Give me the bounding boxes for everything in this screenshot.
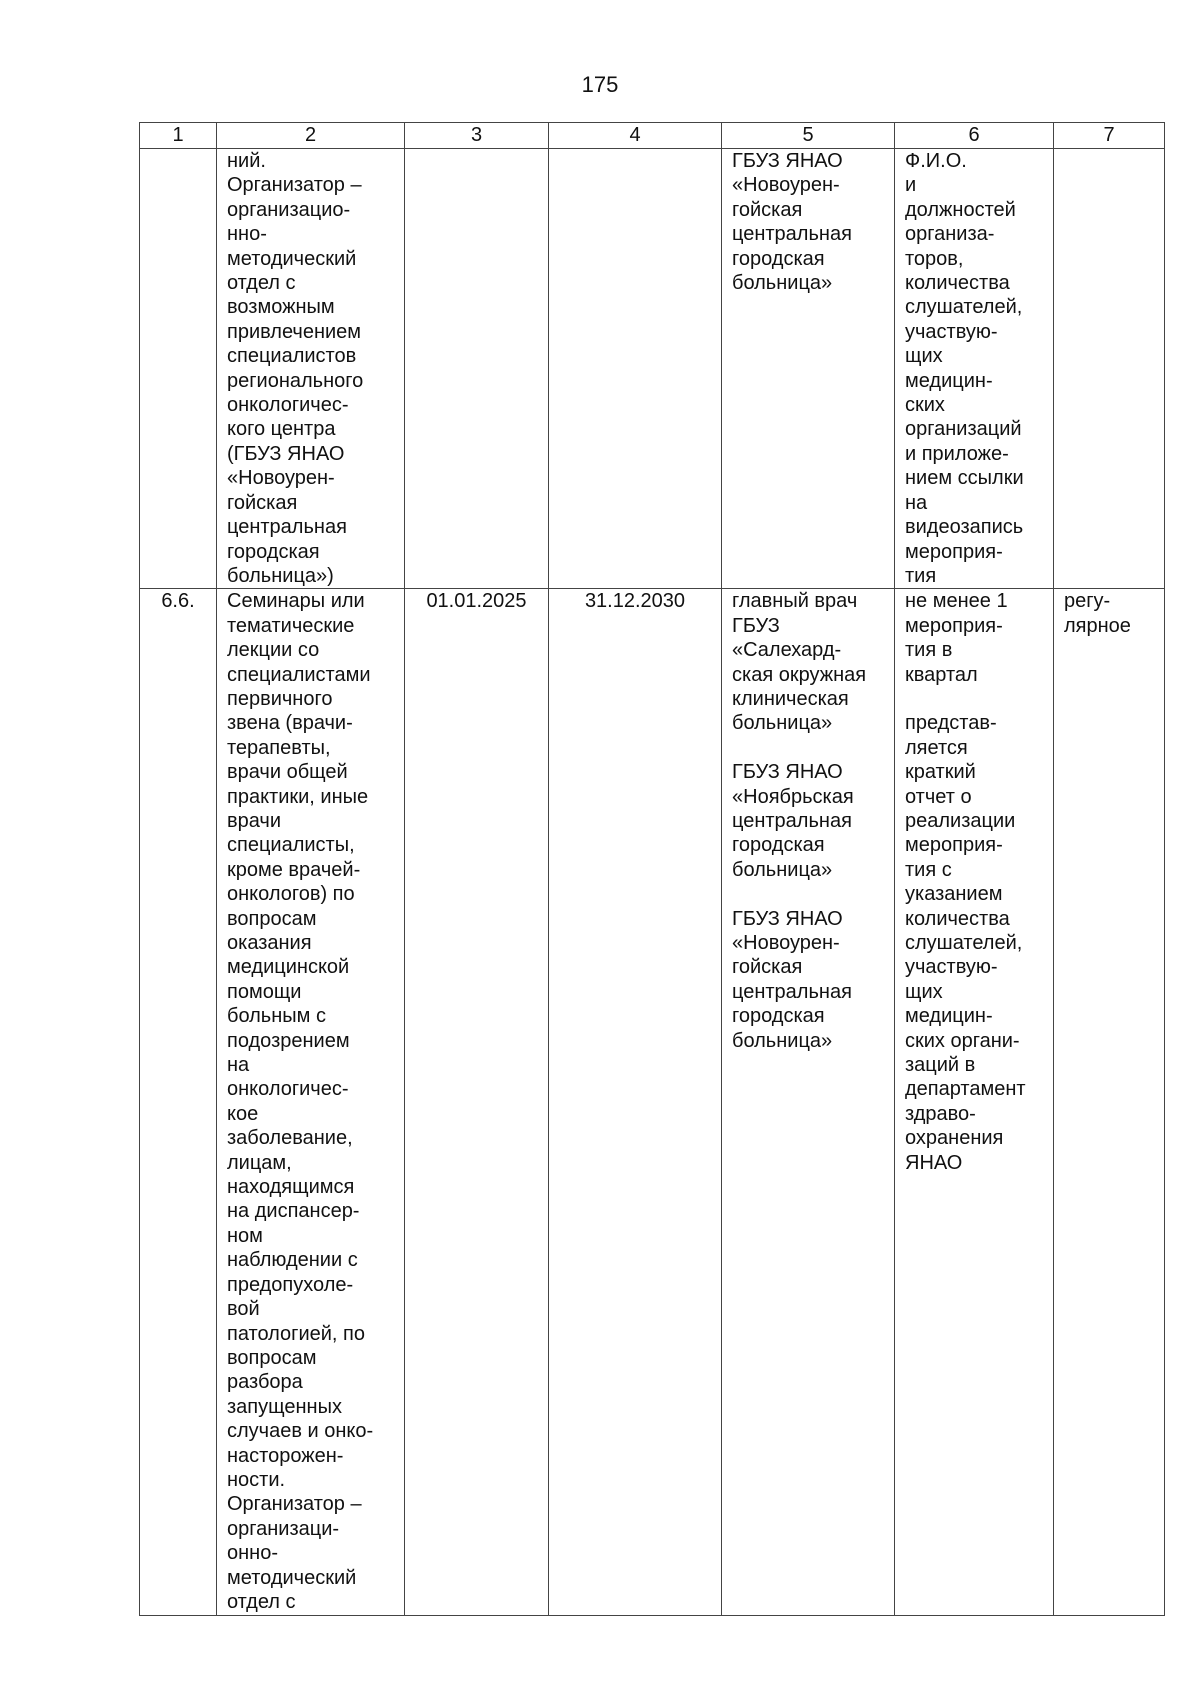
start-date-cell (405, 149, 549, 589)
table-header-row (140, 123, 1165, 149)
responsible-cell (722, 589, 895, 1616)
event-text: Семинары или тематические лекции со специалистами первичного звена (врачи- терапевты, врачи общей практики, иные врачи специалисты, кроме врачей- онкологов) по вопросам оказания медицинской помощи больным с подозрением на онкологичес- кое заболевание, лицам, находящимся на диспансер- ном наблюдении с предопухоле- вой патологией, по вопросам разбора запущенных случаев и онко- насторожен- ности. Организатор – организаци- онно- методический отдел с (227, 590, 374, 1613)
responsible-cell (722, 149, 895, 589)
event-cell (217, 149, 405, 589)
page-number: 175 (581, 72, 619, 97)
end-date-cell (549, 589, 722, 1616)
result-text: Ф.И.О. и должностей организа- торов, количества слушателей, участвую- щих медицин- ских организаций и приложе- нием ссылки на видеозапись мероприя- тия (905, 150, 1024, 587)
type-cell (1054, 149, 1165, 589)
row-number-cell (140, 589, 217, 1616)
column-header: 1 (140, 123, 217, 149)
column-header: 5 (722, 123, 895, 149)
plan-table (139, 122, 1165, 1616)
event-cell (217, 589, 405, 1616)
column-header: 3 (405, 123, 549, 149)
table-row (140, 149, 1165, 589)
responsible-text: ГБУЗ ЯНАО «Новоурен- гойская центральная городская больница» (732, 150, 852, 295)
result-cell (895, 149, 1054, 589)
column-header: 2 (217, 123, 405, 149)
row-number: 6.6. (161, 590, 195, 613)
end-date-cell (549, 149, 722, 589)
type-text: регу- лярное (1064, 590, 1131, 637)
column-header: 7 (1054, 123, 1165, 149)
table-row (140, 589, 1165, 1616)
column-header: 6 (895, 123, 1054, 149)
event-text: ний. Организатор – организацио- нно- методический отдел с возможным привлечением специалистов регионального онкологичес- кого центра (ГБУЗ ЯНАО «Новоурен- гойская центральная городская больница») (227, 150, 364, 587)
row-number-cell (140, 149, 217, 589)
type-cell (1054, 589, 1165, 1616)
responsible-text: главный врач ГБУЗ «Салехард- ская окружная клиническая больница» ГБУЗ ЯНАО «Ноябрьская центральная городская больница» ГБУЗ ЯНАО «Новоурен- гойская центральная городская больница» (732, 590, 867, 1052)
result-text: не менее 1 мероприя- тия в квартал представ- ляется краткий отчет о реализации мероприя- тия с указанием количества слушателей, участвую- щих медицин- ских органи- заций в департамент здраво- охранения ЯНАО (905, 590, 1026, 1174)
result-cell (895, 589, 1054, 1616)
end-date: 31.12.2030 (584, 590, 686, 613)
start-date: 01.01.2025 (426, 590, 527, 613)
start-date-cell (405, 589, 549, 1616)
column-header: 4 (549, 123, 722, 149)
